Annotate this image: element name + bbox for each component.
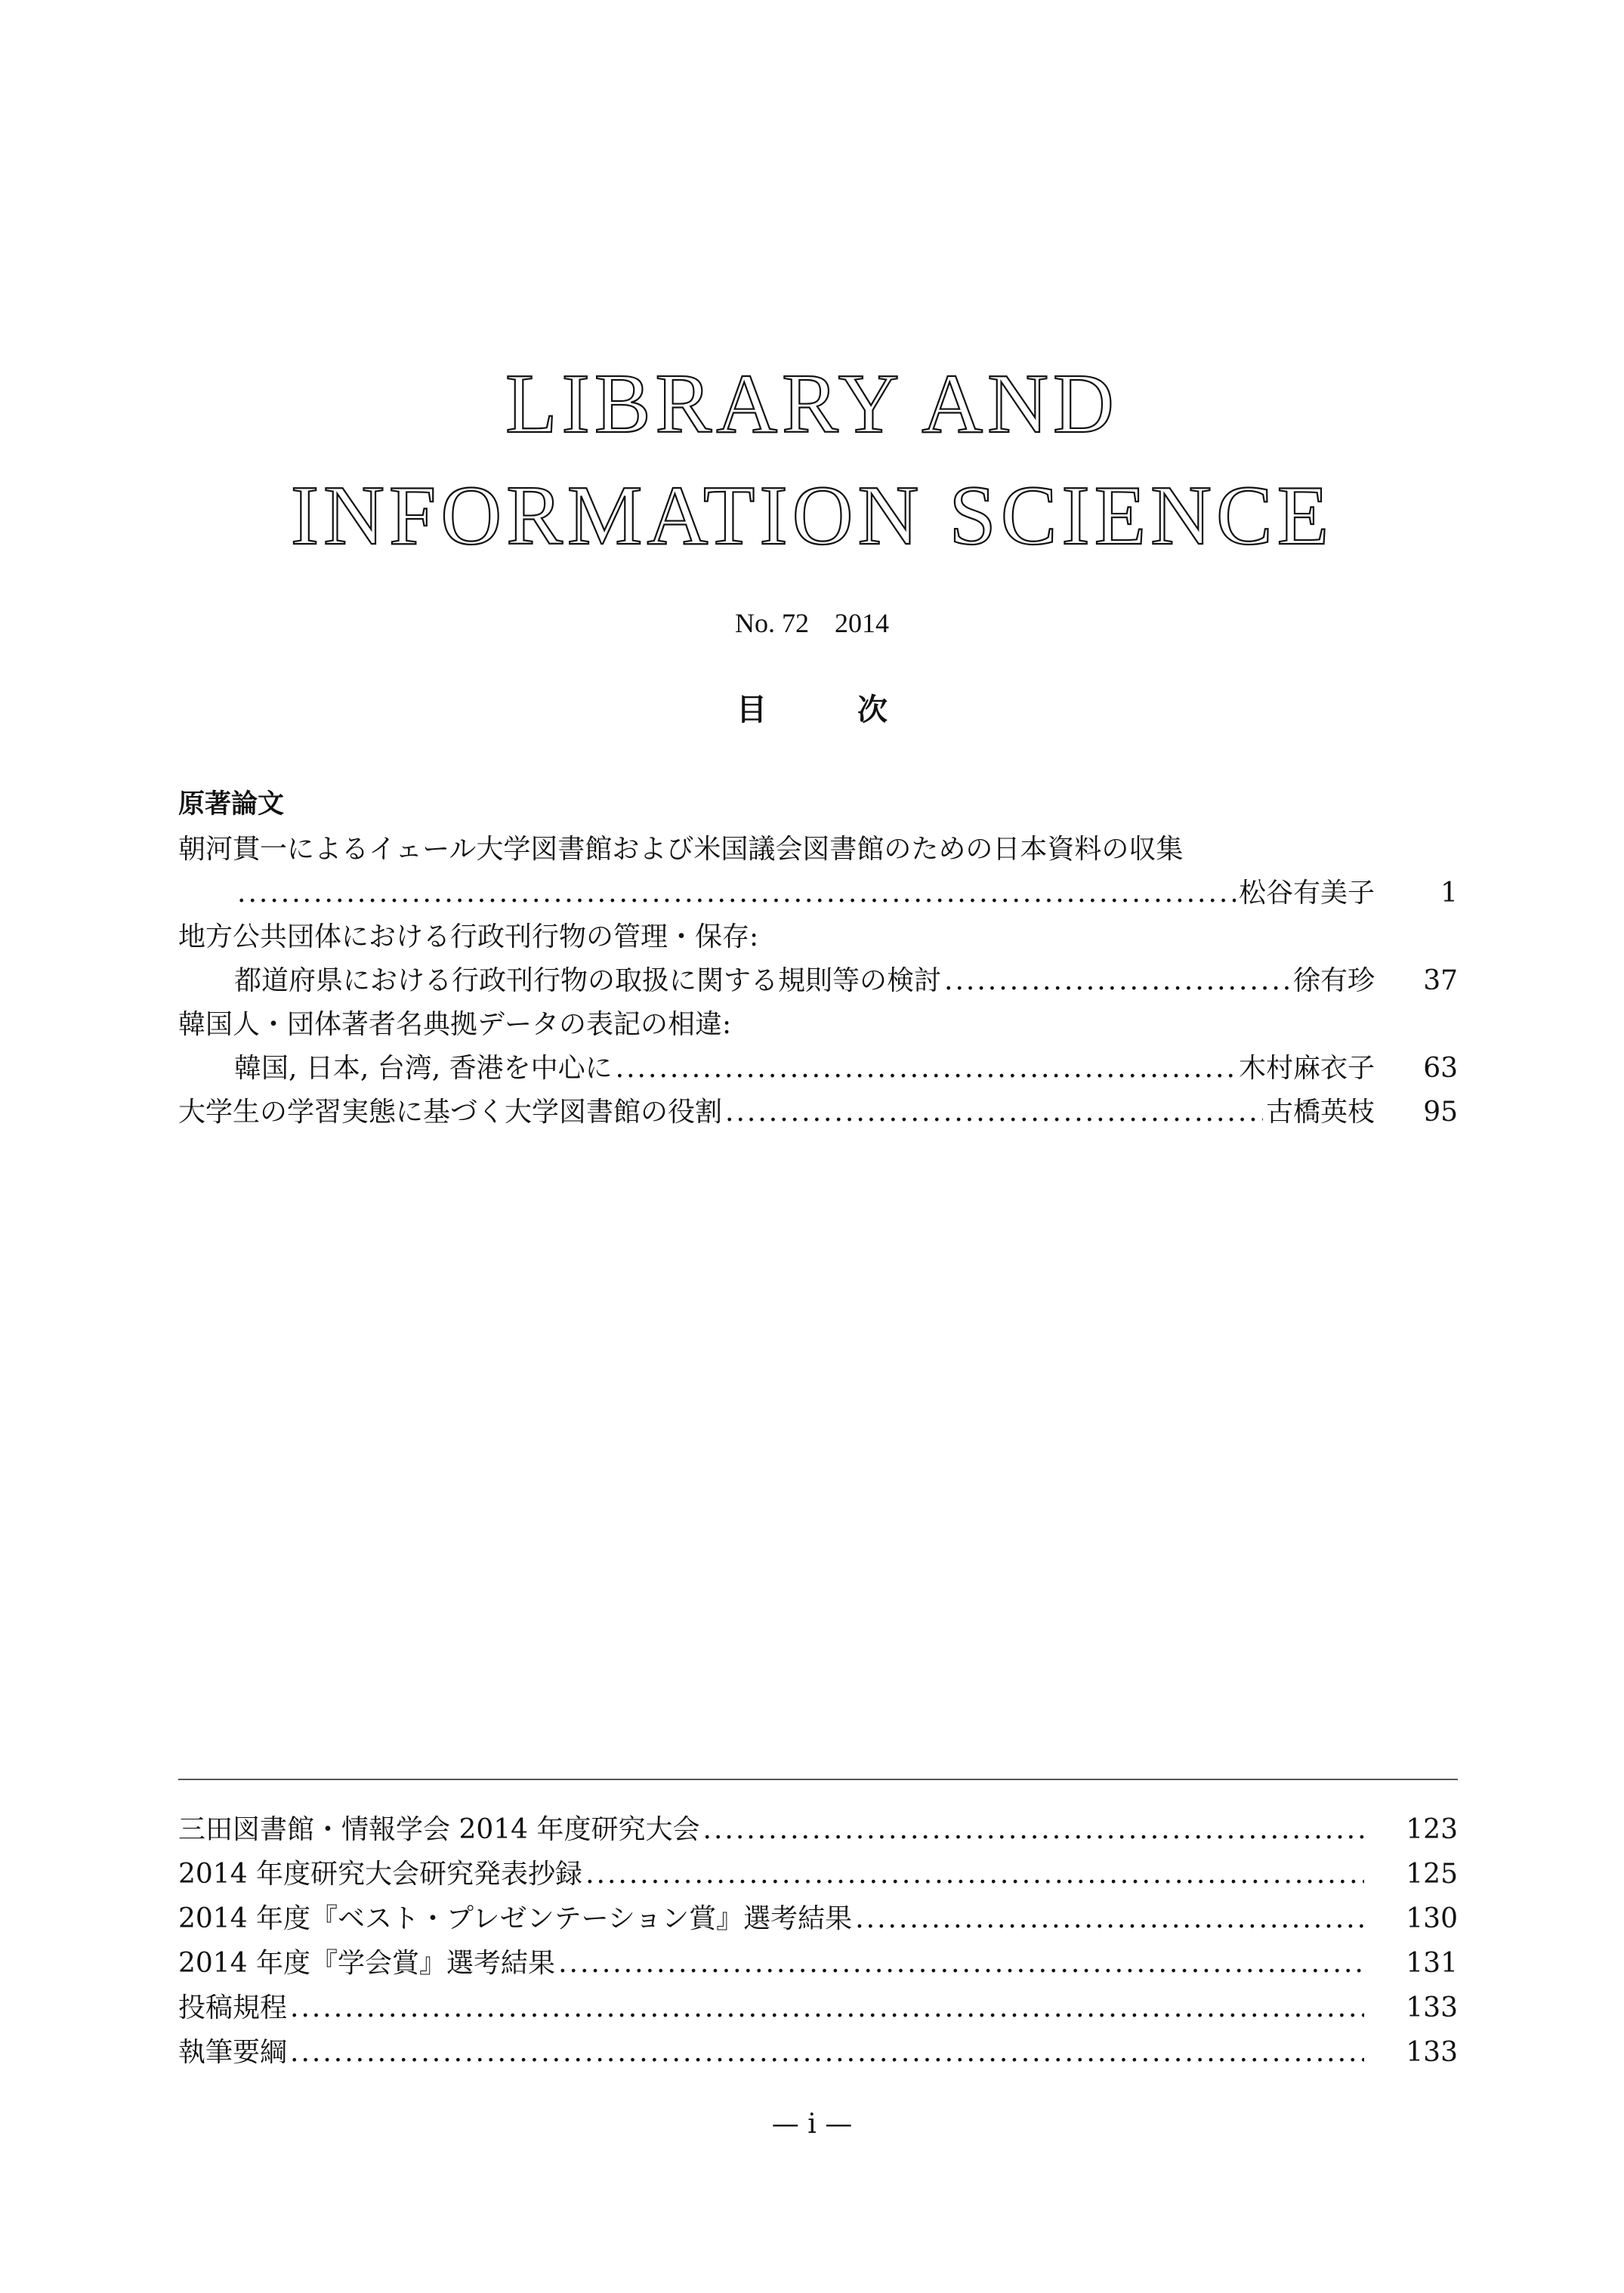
dot-leader [725,1094,1263,1131]
misc-item-page: 133 [1406,1992,1458,2023]
misc-item-1[interactable] [178,1811,1458,1849]
misc-item-title: 投稿規程 [178,1992,288,2023]
dot-leader [290,2034,1364,2072]
issue-year: 2014 [835,608,889,638]
article-1-title[interactable]: 朝河貫一によるイェール大学図書館および米国議会図書館のための日本資料の収集 [178,834,1184,865]
misc-item-title: 2014 年度『学会賞』選考結果 [178,1948,556,1979]
article-3-subtitle: 韓国, 日本, 台湾, 香港を中心に [234,1053,613,1084]
misc-item-page: 131 [1406,1948,1458,1979]
article-1-page: 1 [1440,878,1458,909]
article-2-author: 徐有珍 [1292,965,1375,996]
misc-item-title: 2014 年度研究大会研究発表抄録 [178,1859,583,1890]
journal-title-line1: LIBRARY AND [505,357,1119,451]
article-2-subtitle: 都道府県における行政刊行物の取扱に関する規則等の検討 [234,965,942,996]
article-1-entry[interactable] [234,875,1458,912]
dot-leader [558,1945,1364,1983]
article-3-author: 木村麻衣子 [1238,1053,1375,1084]
misc-item-page: 130 [1406,1903,1458,1934]
article-2-entry[interactable] [234,962,1458,1000]
section-divider [178,1779,1458,1780]
misc-item-page: 125 [1406,1859,1458,1890]
misc-item-2[interactable] [178,1856,1458,1893]
article-4-page: 95 [1423,1097,1458,1128]
misc-item-title: 執筆要綱 [178,2037,288,2068]
toc-heading: 目次 [736,693,978,727]
article-4-author: 古橋英枝 [1265,1097,1375,1128]
misc-item-title: 三田図書館・情報学会 2014 年度研究大会 [178,1814,700,1845]
footer-page-marker: — i — [771,2109,853,2140]
article-3-page: 63 [1423,1053,1458,1084]
misc-item-6[interactable] [178,2034,1458,2072]
issue-info [0,604,1624,642]
dot-leader [703,1811,1364,1849]
journal-title-line2: INFORMATION SCIENCE [290,469,1334,563]
article-3-title[interactable]: 韓国人・団体著者名典拠データの表記の相違: [178,1009,732,1040]
article-3-entry[interactable] [234,1050,1458,1088]
dot-leader [585,1856,1364,1893]
article-2-title[interactable]: 地方公共団体における行政刊行物の管理・保存: [178,921,759,952]
misc-item-page: 133 [1406,2037,1458,2068]
issue-number: No. 72 [735,608,809,638]
article-4-entry[interactable] [178,1094,1458,1131]
article-2-page: 37 [1423,965,1458,996]
misc-item-title: 2014 年度『ベスト・プレゼンテーション賞』選考結果 [178,1903,853,1934]
article-4-title: 大学生の学習実態に基づく大学図書館の役割 [178,1097,723,1128]
dot-leader [616,1050,1236,1088]
article-1-author: 松谷有美子 [1238,878,1375,909]
misc-item-4[interactable] [178,1945,1458,1983]
misc-item-3[interactable] [178,1900,1458,1938]
dot-leader [237,875,1236,912]
section-label: 原著論文 [178,789,285,819]
misc-item-page: 123 [1406,1814,1458,1845]
dot-leader [944,962,1290,1000]
dot-leader [855,1900,1364,1938]
misc-item-5[interactable] [178,1989,1458,2027]
dot-leader [290,1989,1364,2027]
